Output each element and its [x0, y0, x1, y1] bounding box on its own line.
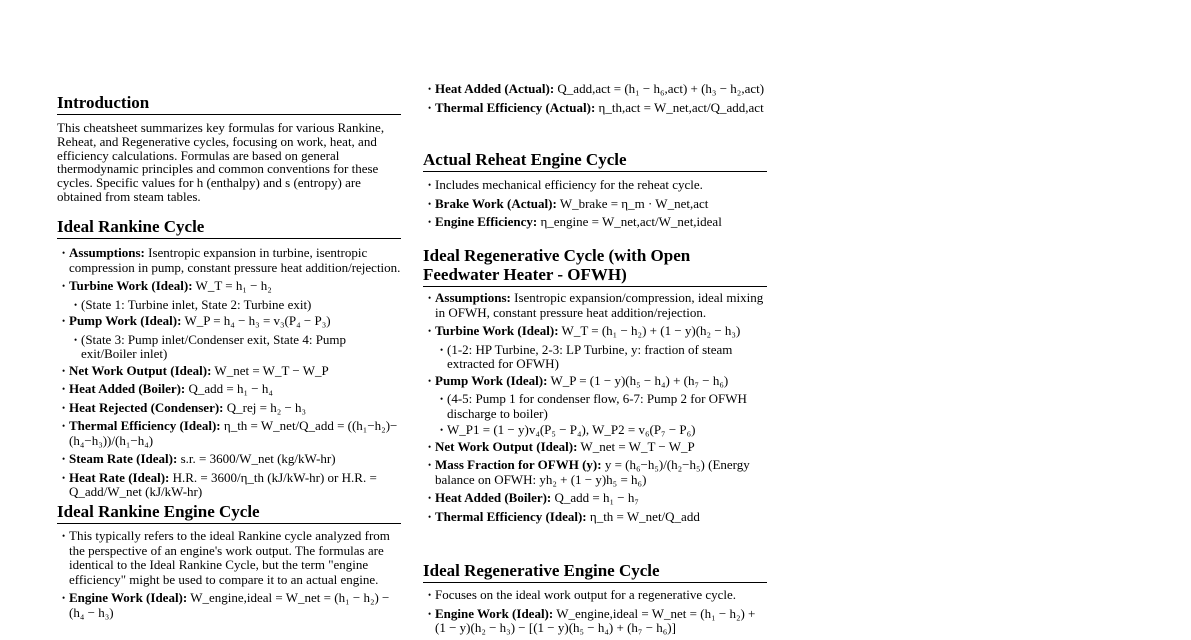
item-text: W_net = W_T − W_P: [211, 362, 329, 378]
item-text: W_P = (1 − y)(h₅ − h₄) + (h₇ − h₆): [547, 372, 729, 388]
item-text: Isentropic expansion/compression, ideal mixing in OFWH, constant pressure heat addition/rejection.: [435, 290, 764, 320]
item-text: W_T = h₁ − h₂: [192, 278, 272, 293]
item-text: This typically refers to the ideal Rankine cycle analyzed from the perspective of an engine's work output. The formulas are identical to the Ideal Rankine Cycle, but the term "engine efficiency" might be used to compare it to an actual engine.: [69, 528, 390, 587]
section-title-ideal-regenerative-engine: Ideal Regenerative Engine Cycle: [423, 561, 767, 583]
list-item: [423, 510, 767, 525]
item-label: Heat Added (Actual):: [435, 81, 555, 96]
list-item: [423, 607, 767, 636]
item-text: η_th,act = W_net,act/Q_add,act: [595, 99, 764, 115]
list-item: [57, 529, 401, 587]
item-label: Heat Rejected (Condenser):: [69, 399, 224, 415]
item-label: Thermal Efficiency (Ideal):: [69, 418, 221, 433]
item-label: Steam Rate (Ideal):: [69, 451, 178, 466]
list-ideal-rankine: [57, 246, 401, 504]
item-label: Engine Work (Ideal):: [69, 590, 188, 605]
item-text: Includes mechanical efficiency for the reheat cycle.: [435, 177, 703, 192]
item-text: W_engine,ideal = W_net = (h₁ − h₂) − (h₄ − h₃): [69, 590, 390, 620]
item-label: Heat Added (Boiler):: [69, 381, 186, 396]
sub-list-item: • (4-5: Pump 1 for condenser flow, 6-7: Pump 2 for OFWH discharge to boiler): [423, 392, 767, 421]
list-item: [423, 440, 767, 455]
list-ideal-rankine-engine: [57, 529, 401, 624]
item-text: s.r. = 3600/W_net (kg/kW-hr): [177, 451, 336, 466]
list-item: [423, 215, 767, 230]
list-item: [57, 591, 401, 620]
item-label: Assumptions:: [69, 245, 145, 260]
list-item: [57, 419, 401, 448]
section-title-ideal-rankine-engine: Ideal Rankine Engine Cycle: [57, 502, 401, 524]
item-label: Brake Work (Actual):: [435, 195, 557, 211]
item-label: Net Work Output (Ideal):: [435, 438, 578, 454]
sub-list-item: • W_P1 = (1 − y)v₄(P₅ − P₄), W_P2 = v₆(P₇ − P₆): [423, 423, 767, 438]
section-title-actual-reheat-engine: Actual Reheat Engine Cycle: [423, 150, 767, 172]
list-item: [423, 458, 767, 487]
list-reheat-actual-continued: [423, 82, 767, 119]
item-label: Turbine Work (Ideal):: [69, 278, 193, 293]
item-text: η_engine = W_net,act/W_net,ideal: [537, 214, 722, 229]
item-text: η_th = W_net/Q_add = ((h₁−h₂)−(h₄−h₃))/(h₁−h₄): [69, 418, 398, 448]
list-item: [423, 491, 767, 506]
item-text: W_brake = η_m · W_net,act: [556, 195, 709, 211]
item-text: Isentropic expansion in turbine, isentropic compression in pump, constant pressure heat addition/rejection.: [69, 245, 401, 275]
item-text: W_engine,ideal = W_net = (h₁ − h₂) + (1 − y)(h₂ − h₃) − [(1 − y)(h₅ − h₄) + (h₇ − h₆)]: [435, 605, 756, 635]
item-text: η_th = W_net/Q_add: [586, 508, 700, 524]
list-item: [57, 246, 401, 275]
list-ideal-regenerative-engine: [423, 588, 767, 640]
item-text: Focuses on the ideal work output for a regenerative cycle.: [435, 587, 737, 602]
item-label: Mass Fraction for OFWH (y):: [435, 457, 602, 472]
item-label: Assumptions:: [435, 290, 511, 305]
item-text: y = (h₆−h₅)/(h₂−h₅) (Energy balance on OFWH: yh₂ + (1 − y)h₅ = h₆): [435, 457, 750, 487]
item-text: W_net = W_T − W_P: [577, 438, 695, 454]
item-label: Thermal Efficiency (Ideal):: [435, 508, 587, 524]
section-title-introduction: Introduction: [57, 93, 401, 115]
list-ideal-regenerative: [423, 291, 767, 528]
item-label: Engine Efficiency:: [435, 214, 538, 229]
item-label: Turbine Work (Ideal):: [435, 323, 559, 338]
list-item: [57, 279, 401, 294]
list-item: [423, 588, 767, 603]
section-title-ideal-regenerative: Ideal Regenerative Cycle (with Open Feedwater Heater - OFWH): [423, 246, 767, 287]
sub-list-item: • (1-2: HP Turbine, 2-3: LP Turbine, y: fraction of steam extracted for OFWH): [423, 343, 767, 372]
list-actual-reheat-engine: [423, 178, 767, 234]
item-label: Heat Added (Boiler):: [435, 490, 552, 505]
item-text: Q_rej = h₂ − h₃: [223, 399, 307, 415]
item-text: Q_add,act = (h₁ − h₆,act) + (h₃ − h₂,act): [554, 81, 765, 96]
item-text: W_P = h₄ − h₃ = v₃(P₄ − P₃): [181, 313, 331, 328]
item-label: Engine Work (Ideal):: [435, 605, 554, 621]
list-item: [57, 401, 401, 416]
list-item: [423, 82, 767, 97]
section-title-ideal-rankine: Ideal Rankine Cycle: [57, 217, 401, 239]
sub-list-item: • (State 3: Pump inlet/Condenser exit, State 4: Pump exit/Boiler inlet): [57, 333, 401, 362]
list-item: [57, 452, 401, 467]
list-item: [57, 382, 401, 397]
list-item: [57, 314, 401, 329]
item-text: W_T = (h₁ − h₂) + (1 − y)(h₂ − h₃): [558, 323, 741, 338]
list-item: [57, 471, 401, 500]
list-item: [57, 364, 401, 379]
intro-paragraph: This cheatsheet summarizes key formulas for various Rankine, Reheat, and Regenerative cycles, focusing on work, heat, and efficiency calculations. Formulas are based on general thermodynamic principles and common conventions for these cycles. Specific values for h (enthalpy) and s (entropy) are obtained from steam tables.: [57, 120, 385, 204]
item-text: Q_add = h₁ − h₇: [551, 490, 639, 505]
item-label: Pump Work (Ideal):: [69, 313, 182, 328]
list-item: [423, 374, 767, 389]
sub-list-item: • (State 1: Turbine inlet, State 2: Turbine exit): [57, 298, 401, 313]
list-item: [423, 197, 767, 212]
list-item: [423, 178, 767, 193]
item-text: Q_add = h₁ − h₄: [185, 381, 273, 396]
item-text: H.R. = 3600/η_th (kJ/kW-hr) or H.R. = Q_add/W_net (kJ/kW-hr): [69, 469, 377, 499]
item-label: Pump Work (Ideal):: [435, 372, 548, 388]
item-label: Net Work Output (Ideal):: [69, 362, 212, 378]
list-item: [423, 324, 767, 339]
item-label: Thermal Efficiency (Actual):: [435, 99, 596, 115]
list-item: [423, 101, 767, 116]
list-item: [423, 291, 767, 320]
item-label: Heat Rate (Ideal):: [69, 469, 170, 485]
